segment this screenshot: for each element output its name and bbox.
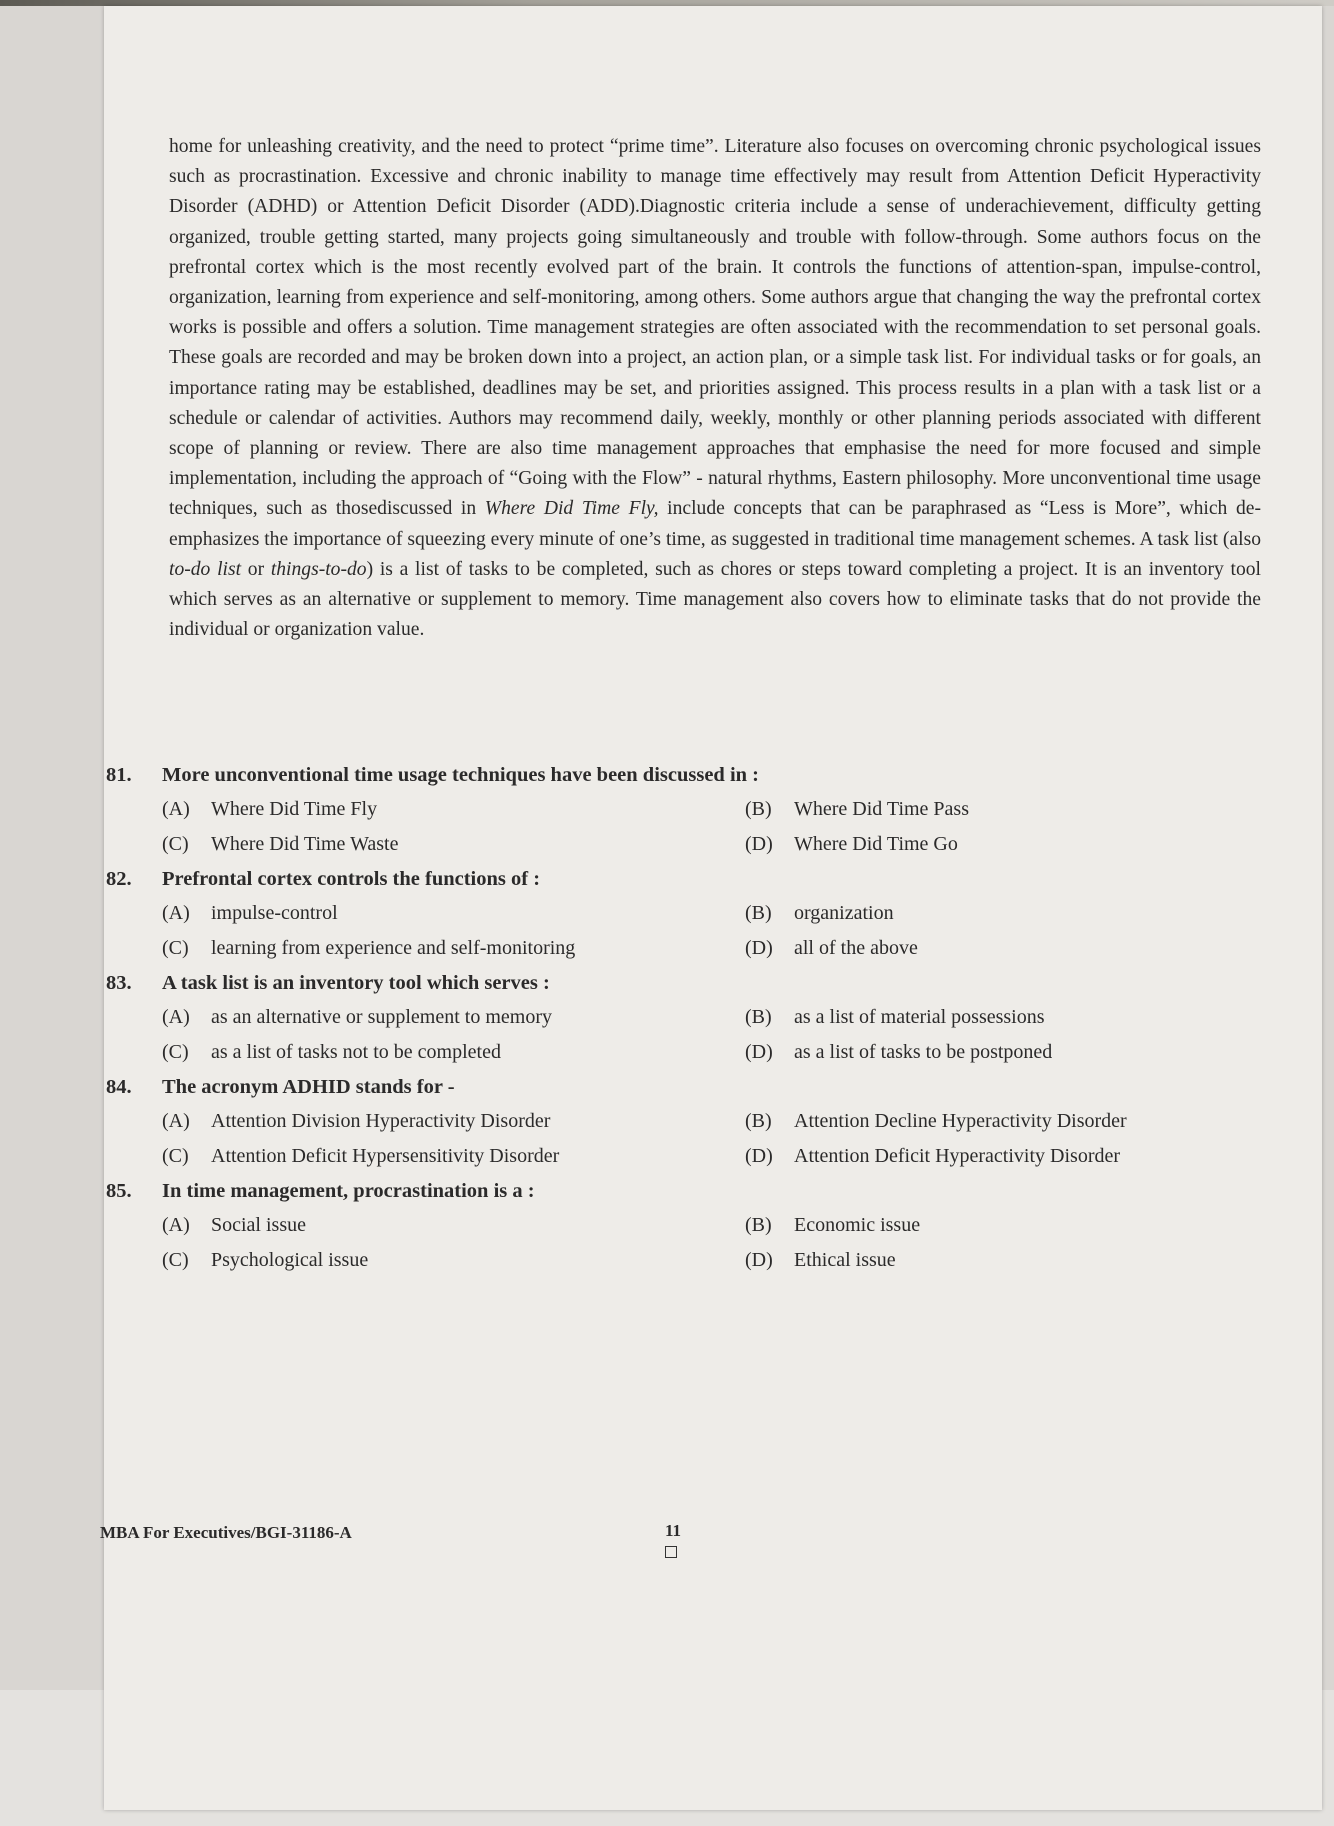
option-a (162, 1208, 745, 1243)
option-d (745, 1035, 1245, 1070)
option-d (745, 827, 1245, 862)
option-b (745, 1000, 1245, 1035)
option-a (162, 792, 745, 827)
question-81 (106, 758, 1206, 862)
option-d (745, 931, 1245, 966)
option-c (162, 1139, 745, 1174)
question-text: Prefrontal cortex controls the functions of : (162, 867, 541, 890)
passage-term-todo: to-do list (169, 558, 242, 580)
option-letter: (C) (162, 833, 189, 855)
option-c (162, 827, 745, 862)
option-letter: (C) (162, 1041, 189, 1063)
option-grid (162, 896, 1206, 966)
question-text: A task list is an inventory tool which serves : (162, 971, 550, 994)
option-text: as a list of material possessions (794, 1006, 1045, 1028)
option-text: Attention Decline Hyperactivity Disorder (794, 1110, 1127, 1132)
option-letter: (A) (162, 1110, 190, 1132)
option-letter: (C) (162, 1145, 189, 1167)
question-stem (106, 1174, 1206, 1208)
option-b (745, 896, 1245, 931)
option-a (162, 896, 745, 931)
question-text: The acronym ADHID stands for - (162, 1075, 455, 1098)
option-text: learning from experience and self-monitoring (211, 937, 576, 959)
option-c (162, 931, 745, 966)
paper-code: MBA For Executives/BGI-31186-A (100, 1523, 352, 1542)
option-letter: (D) (745, 1249, 773, 1271)
option-text: as a list of tasks not to be completed (211, 1041, 501, 1063)
passage-text-or: or (241, 558, 271, 580)
passage-text-end: ) is a list of tasks to be completed, such as chores or steps toward completing a project. It is an inventory tool which serves as an alternative or supplement to memory. Time management also covers how to eliminate tasks that do not provide the individual or organization value. (169, 558, 1261, 641)
option-letter: (C) (162, 1249, 189, 1271)
option-letter: (B) (745, 1006, 772, 1028)
question-number: 81. (106, 763, 132, 786)
option-letter: (B) (745, 902, 772, 924)
option-letter: (A) (162, 1214, 190, 1236)
option-text: Psychological issue (211, 1249, 369, 1271)
question-list (106, 758, 1206, 1278)
option-c (162, 1035, 745, 1070)
question-stem (106, 1070, 1206, 1104)
option-letter: (D) (745, 937, 773, 959)
square-box-icon (665, 1546, 677, 1558)
option-c (162, 1243, 745, 1278)
option-grid (162, 1000, 1206, 1070)
reading-passage (169, 132, 1261, 645)
option-letter: (C) (162, 937, 189, 959)
option-d (745, 1243, 1245, 1278)
question-stem (106, 758, 1206, 792)
option-letter: (D) (745, 833, 773, 855)
question-83 (106, 966, 1206, 1070)
question-number: 84. (106, 1075, 132, 1098)
option-letter: (A) (162, 798, 190, 820)
option-text: Where Did Time Waste (211, 833, 399, 855)
option-letter: (A) (162, 902, 190, 924)
option-a (162, 1000, 745, 1035)
option-grid (162, 792, 1206, 862)
question-84 (106, 1070, 1206, 1174)
option-text: Where Did Time Go (794, 833, 958, 855)
option-d (745, 1139, 1245, 1174)
question-number: 85. (106, 1179, 132, 1202)
option-grid (162, 1208, 1206, 1278)
option-letter: (A) (162, 1006, 190, 1028)
option-b (745, 792, 1245, 827)
option-letter: (D) (745, 1145, 773, 1167)
question-number: 83. (106, 971, 132, 994)
passage-term-things: things-to-do (270, 558, 367, 580)
option-letter: (B) (745, 1110, 772, 1132)
option-text: as an alternative or supplement to memory (211, 1006, 553, 1028)
option-text: organization (794, 902, 894, 924)
passage-text-start: home for unleashing creativity, and the need to protect “prime time”. Literature also focuses on overcoming chronic psychological issues such as procrastination. Excessive and chronic inability to manage time effectively may result from Attention Deficit Hyperactivity Disorder (ADHD) or Attention Deficit Disorder (ADD).Diagnostic criteria include a sense of underachievement, difficulty getting organized, trouble getting started, many projects going simultaneously and trouble with follow-through. Some authors focus on the prefrontal cortex which is the most recently evolved part of the brain. It controls the functions of attention-span, impulse-control, organization, learning from experience and self-monitoring, among others. Some authors argue that changing the way the prefrontal cortex works is possible and offers a solution. Time management strategies are often associated with the recommendation to set personal goals. These goals are recorded and may be broken down into a project, an action plan, or a simple task list. For individual tasks or for goals, an importance rating may be established, deadlines may be set, and priorities assigned. This process results in a plan with a task list or a schedule or calendar of activities. Authors may recommend daily, weekly, monthly or other planning periods associated with different scope of planning or review. There are also time management approaches that emphasise the need for more focused and simple implementation, including the approach of “Going with the Flow” - natural rhythms, Eastern philosophy. More unconventional time usage techniques, such as thosediscussed in (169, 136, 1261, 520)
option-text: Attention Deficit Hyperactivity Disorder (794, 1145, 1121, 1167)
option-letter: (B) (745, 1214, 772, 1236)
question-text: More unconventional time usage techniques have been discussed in : (162, 763, 760, 786)
question-82 (106, 862, 1206, 966)
option-text: Ethical issue (794, 1249, 896, 1271)
passage-text-mid: include concepts that can be paraphrased as “Less is More”, which de-emphasizes the importance of squeezing every minute of one’s time, as suggested in traditional time management schemes. A task list (also (169, 498, 1261, 550)
option-letter: (B) (745, 798, 772, 820)
page-number: 11 (664, 1521, 682, 1540)
option-text: Economic issue (794, 1214, 921, 1236)
option-letter: (D) (745, 1041, 773, 1063)
question-number: 82. (106, 867, 132, 890)
passage-book-title: Where Did Time Fly, (484, 498, 659, 520)
option-b (745, 1104, 1245, 1139)
question-stem (106, 862, 1206, 896)
option-text: Where Did Time Pass (794, 798, 969, 820)
option-text: all of the above (794, 937, 918, 959)
option-b (745, 1208, 1245, 1243)
option-text: Attention Deficit Hypersensitivity Disorder (211, 1145, 560, 1167)
option-text: as a list of tasks to be postponed (794, 1041, 1053, 1063)
question-text: In time management, procrastination is a : (162, 1179, 535, 1202)
option-text: impulse-control (211, 902, 338, 924)
option-a (162, 1104, 745, 1139)
question-85 (106, 1174, 1206, 1278)
option-text: Attention Division Hyperactivity Disorder (211, 1110, 551, 1132)
option-grid (162, 1104, 1206, 1174)
option-text: Where Did Time Fly (211, 798, 378, 820)
question-stem (106, 966, 1206, 1000)
option-text: Social issue (211, 1214, 306, 1236)
